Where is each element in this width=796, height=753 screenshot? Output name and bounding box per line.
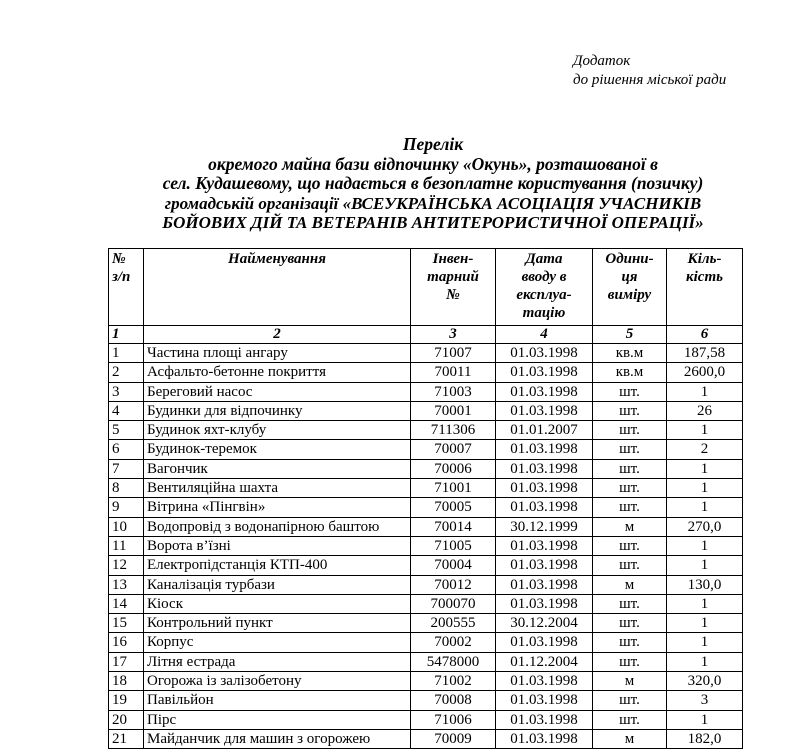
item-name: Вагончик xyxy=(144,459,411,478)
quantity: 1 xyxy=(667,536,743,555)
quantity: 1 xyxy=(667,652,743,671)
commission-date: 01.03.1998 xyxy=(496,729,593,748)
inventory-number: 70001 xyxy=(411,401,496,420)
inventory-number: 70005 xyxy=(411,498,496,517)
table-row xyxy=(109,652,743,671)
quantity: 1 xyxy=(667,498,743,517)
inventory-number: 71002 xyxy=(411,672,496,691)
title-line-4: громадській організації «ВСЕУКРАЇНСЬКА АСОЦІАЦІЯ УЧАСНИКІВ xyxy=(164,193,702,213)
row-number: 14 xyxy=(109,594,144,613)
row-number: 1 xyxy=(109,344,144,363)
header-unit: Одини- ця виміру xyxy=(593,249,667,326)
item-name: Будинок яхт-клубу xyxy=(144,421,411,440)
item-name: Контрольний пункт xyxy=(144,614,411,633)
row-number: 10 xyxy=(109,517,144,536)
quantity: 1 xyxy=(667,710,743,729)
unit-of-measure: шт. xyxy=(593,479,667,498)
unit-of-measure: м xyxy=(593,575,667,594)
unit-of-measure: шт. xyxy=(593,594,667,613)
inventory-number: 70008 xyxy=(411,691,496,710)
unit-of-measure: кв.м xyxy=(593,363,667,382)
inventory-number: 70002 xyxy=(411,633,496,652)
table-row xyxy=(109,382,743,401)
inventory-number: 70009 xyxy=(411,729,496,748)
item-name: Вітрина «Пінгвін» xyxy=(144,498,411,517)
inventory-number: 711306 xyxy=(411,421,496,440)
column-number: 3 xyxy=(411,326,496,344)
quantity: 1 xyxy=(667,614,743,633)
table-row xyxy=(109,536,743,555)
row-number: 17 xyxy=(109,652,144,671)
item-name: Огорожа із залізобетону xyxy=(144,672,411,691)
unit-of-measure: шт. xyxy=(593,401,667,420)
column-number-row xyxy=(109,326,743,344)
item-name: Літня естрада xyxy=(144,652,411,671)
document-title xyxy=(0,135,796,233)
item-name: Майданчик для машин з огорожею xyxy=(144,729,411,748)
table-row xyxy=(109,440,743,459)
commission-date: 01.03.1998 xyxy=(496,459,593,478)
column-number: 4 xyxy=(496,326,593,344)
inventory-number: 71006 xyxy=(411,710,496,729)
inventory-number: 70004 xyxy=(411,556,496,575)
table-row xyxy=(109,672,743,691)
table-row xyxy=(109,556,743,575)
property-table xyxy=(108,248,743,749)
row-number: 20 xyxy=(109,710,144,729)
commission-date: 01.01.2007 xyxy=(496,421,593,440)
unit-of-measure: шт. xyxy=(593,633,667,652)
title-line-1: Перелік xyxy=(402,134,464,154)
annex-note xyxy=(573,52,726,90)
row-number: 5 xyxy=(109,421,144,440)
quantity: 2 xyxy=(667,440,743,459)
unit-of-measure: шт. xyxy=(593,691,667,710)
quantity: 270,0 xyxy=(667,517,743,536)
quantity: 182,0 xyxy=(667,729,743,748)
commission-date: 01.03.1998 xyxy=(496,440,593,459)
table-row xyxy=(109,594,743,613)
unit-of-measure: шт. xyxy=(593,614,667,633)
unit-of-measure: шт. xyxy=(593,459,667,478)
row-number: 4 xyxy=(109,401,144,420)
table-row xyxy=(109,575,743,594)
commission-date: 01.03.1998 xyxy=(496,575,593,594)
inventory-number: 700070 xyxy=(411,594,496,613)
quantity: 26 xyxy=(667,401,743,420)
item-name: Каналізація турбази xyxy=(144,575,411,594)
table-row xyxy=(109,479,743,498)
quantity: 1 xyxy=(667,459,743,478)
inventory-number: 5478000 xyxy=(411,652,496,671)
item-name: Водопровід з водонапірною баштою xyxy=(144,517,411,536)
commission-date: 01.03.1998 xyxy=(496,498,593,517)
unit-of-measure: м xyxy=(593,517,667,536)
annex-line-1: Додаток xyxy=(573,53,631,69)
unit-of-measure: м xyxy=(593,729,667,748)
inventory-number: 70012 xyxy=(411,575,496,594)
annex-line-2: до рішення міської ради xyxy=(573,72,727,88)
commission-date: 01.03.1998 xyxy=(496,710,593,729)
row-number: 19 xyxy=(109,691,144,710)
table-row xyxy=(109,344,743,363)
commission-date: 01.03.1998 xyxy=(496,536,593,555)
commission-date: 01.03.1998 xyxy=(496,556,593,575)
header-date: Дата вводу в експлуа- тацію xyxy=(496,249,593,326)
table-row xyxy=(109,633,743,652)
unit-of-measure: шт. xyxy=(593,710,667,729)
quantity: 187,58 xyxy=(667,344,743,363)
row-number: 21 xyxy=(109,729,144,748)
quantity: 3 xyxy=(667,691,743,710)
inventory-number: 71001 xyxy=(411,479,496,498)
commission-date: 01.03.1998 xyxy=(496,672,593,691)
table-row xyxy=(109,459,743,478)
row-number: 12 xyxy=(109,556,144,575)
row-number: 16 xyxy=(109,633,144,652)
column-number: 1 xyxy=(109,326,144,344)
item-name: Вентиляційна шахта xyxy=(144,479,411,498)
table-row xyxy=(109,710,743,729)
commission-date: 01.03.1998 xyxy=(496,691,593,710)
header-inventory: Інвен- тарний № xyxy=(411,249,496,326)
item-name: Пірс xyxy=(144,710,411,729)
unit-of-measure: шт. xyxy=(593,440,667,459)
commission-date: 01.12.2004 xyxy=(496,652,593,671)
item-name: Павільйон xyxy=(144,691,411,710)
row-number: 6 xyxy=(109,440,144,459)
unit-of-measure: шт. xyxy=(593,652,667,671)
row-number: 9 xyxy=(109,498,144,517)
row-number: 3 xyxy=(109,382,144,401)
commission-date: 01.03.1998 xyxy=(496,363,593,382)
inventory-number: 70006 xyxy=(411,459,496,478)
item-name: Кіоск xyxy=(144,594,411,613)
commission-date: 30.12.1999 xyxy=(496,517,593,536)
commission-date: 01.03.1998 xyxy=(496,344,593,363)
unit-of-measure: шт. xyxy=(593,556,667,575)
title-line-3: сел. Кудашевому, що надається в безоплатне користування (позичку) xyxy=(162,173,704,193)
quantity: 1 xyxy=(667,479,743,498)
inventory-number: 70011 xyxy=(411,363,496,382)
item-name: Будинки для відпочинку xyxy=(144,401,411,420)
inventory-number: 71003 xyxy=(411,382,496,401)
table-row xyxy=(109,498,743,517)
table-row xyxy=(109,729,743,748)
commission-date: 01.03.1998 xyxy=(496,401,593,420)
unit-of-measure: м xyxy=(593,672,667,691)
row-number: 13 xyxy=(109,575,144,594)
quantity: 1 xyxy=(667,382,743,401)
header-index: № з/п xyxy=(109,249,144,326)
row-number: 15 xyxy=(109,614,144,633)
unit-of-measure: шт. xyxy=(593,421,667,440)
table-row xyxy=(109,363,743,382)
inventory-number: 70007 xyxy=(411,440,496,459)
quantity: 1 xyxy=(667,421,743,440)
header-quantity: Кіль- кість xyxy=(667,249,743,326)
unit-of-measure: кв.м xyxy=(593,344,667,363)
item-name: Корпус xyxy=(144,633,411,652)
table-row xyxy=(109,421,743,440)
unit-of-measure: шт. xyxy=(593,382,667,401)
quantity: 130,0 xyxy=(667,575,743,594)
column-number: 5 xyxy=(593,326,667,344)
table-row xyxy=(109,614,743,633)
item-name: Береговий насос xyxy=(144,382,411,401)
commission-date: 01.03.1998 xyxy=(496,633,593,652)
quantity: 1 xyxy=(667,556,743,575)
commission-date: 01.03.1998 xyxy=(496,594,593,613)
unit-of-measure: шт. xyxy=(593,498,667,517)
quantity: 320,0 xyxy=(667,672,743,691)
item-name: Ворота в’їзні xyxy=(144,536,411,555)
column-number: 2 xyxy=(144,326,411,344)
commission-date: 01.03.1998 xyxy=(496,382,593,401)
commission-date: 01.03.1998 xyxy=(496,479,593,498)
row-number: 7 xyxy=(109,459,144,478)
inventory-number: 200555 xyxy=(411,614,496,633)
quantity: 1 xyxy=(667,633,743,652)
inventory-number: 71005 xyxy=(411,536,496,555)
item-name: Асфальто-бетонне покриття xyxy=(144,363,411,382)
title-line-2: окремого майна бази відпочинку «Окунь», розташованої в xyxy=(208,153,658,174)
unit-of-measure: шт. xyxy=(593,536,667,555)
table-row xyxy=(109,517,743,536)
row-number: 18 xyxy=(109,672,144,691)
quantity: 2600,0 xyxy=(667,363,743,382)
commission-date: 30.12.2004 xyxy=(496,614,593,633)
inventory-number: 71007 xyxy=(411,344,496,363)
item-name: Будинок-теремок xyxy=(144,440,411,459)
quantity: 1 xyxy=(667,594,743,613)
row-number: 2 xyxy=(109,363,144,382)
table-row xyxy=(109,401,743,420)
title-line-5: БОЙОВИХ ДІЙ ТА ВЕТЕРАНІВ АНТИТЕРОРИСТИЧНОЇ ОПЕРАЦІЇ» xyxy=(162,213,704,232)
table-row xyxy=(109,691,743,710)
item-name: Частина площі ангару xyxy=(144,344,411,363)
row-number: 11 xyxy=(109,536,144,555)
header-name: Найменування xyxy=(144,249,411,326)
inventory-number: 70014 xyxy=(411,517,496,536)
table-header-row xyxy=(109,249,743,326)
column-number: 6 xyxy=(667,326,743,344)
item-name: Електропідстанція КТП-400 xyxy=(144,556,411,575)
table-body xyxy=(109,344,743,749)
row-number: 8 xyxy=(109,479,144,498)
